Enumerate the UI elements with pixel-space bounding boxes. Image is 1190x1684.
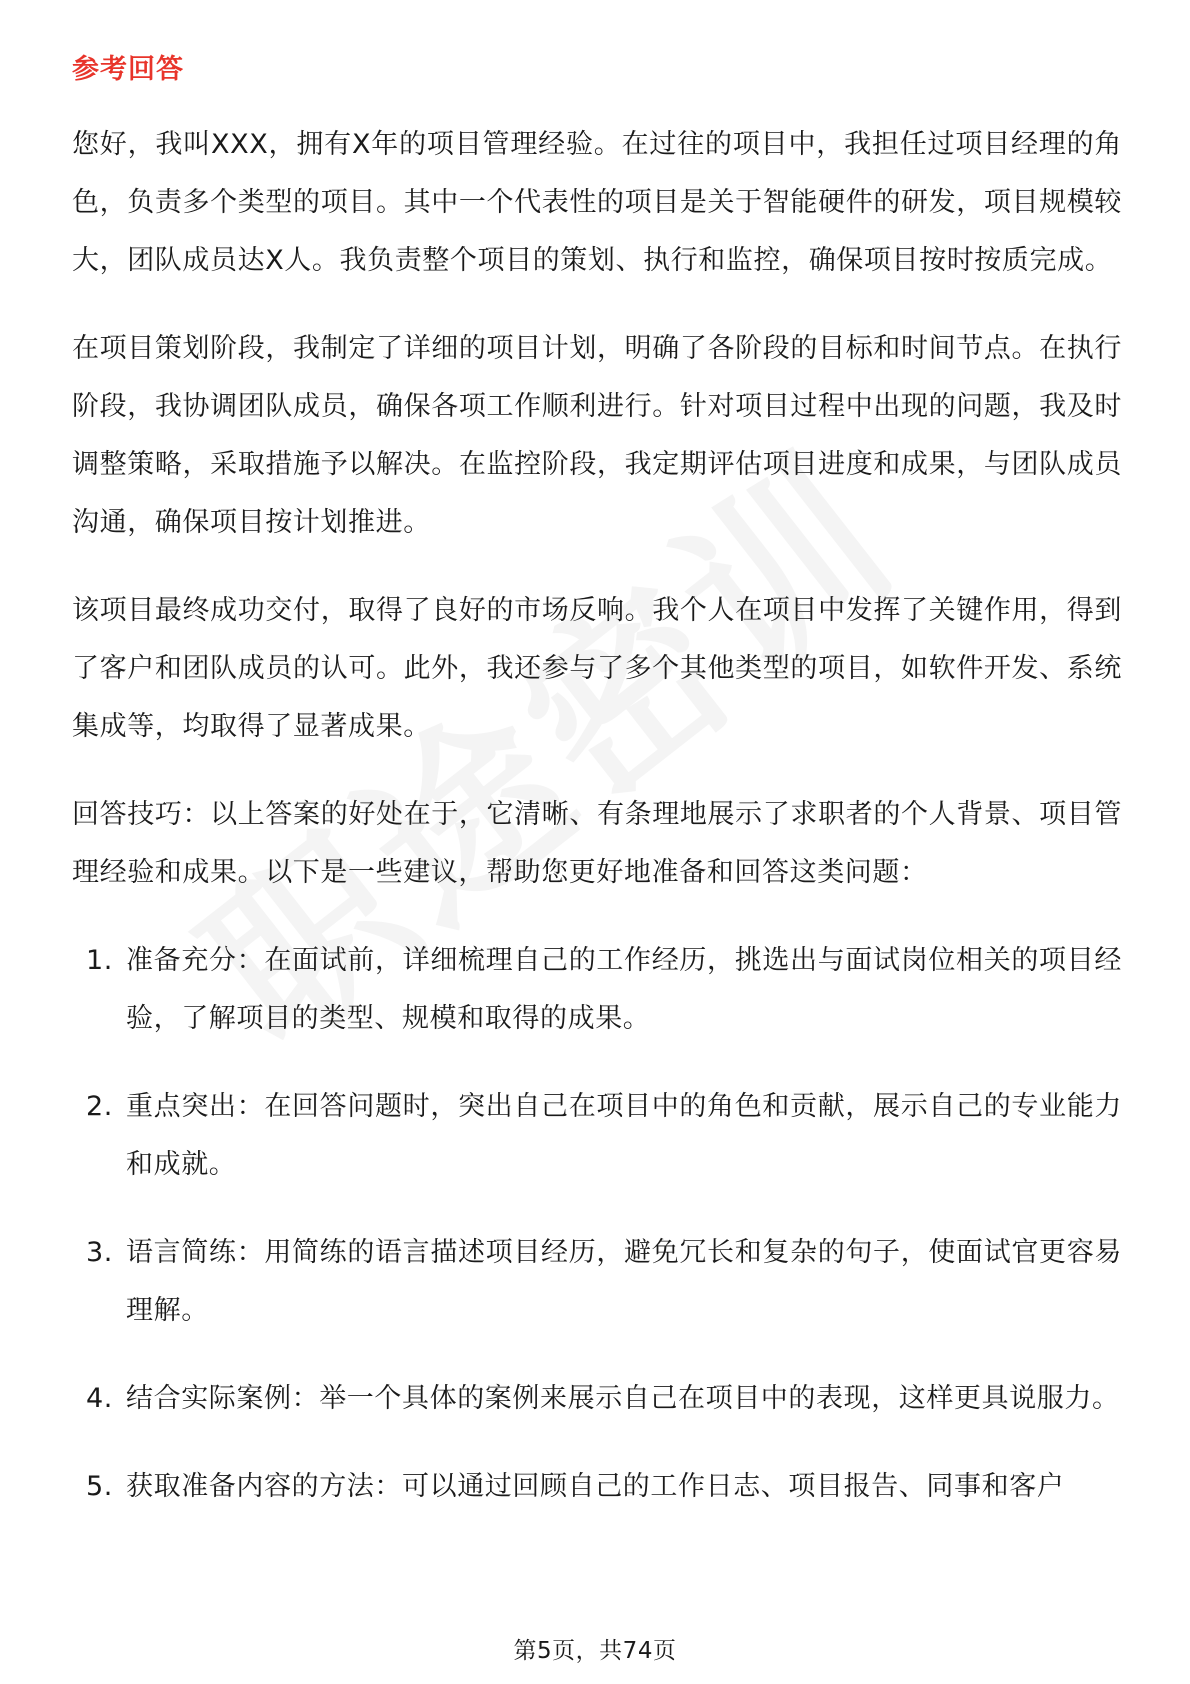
list-item xyxy=(72,1458,1122,1516)
list-item-number: 3. xyxy=(86,1237,113,1268)
list-item-number: 4. xyxy=(86,1383,113,1414)
list-item-number: 5. xyxy=(86,1471,113,1502)
list-item xyxy=(72,1370,1122,1428)
paragraph-intro: 您好，我叫XXX，拥有X年的项目管理经验。在过往的项目中，我担任过项目经理的角色，负责多个类型的项目。其中一个代表性的项目是关于智能硬件的研发，项目规模较大，团队成员达X人。我负责整个项目的策划、执行和监控，确保项目按时按质完成。 xyxy=(72,129,1122,276)
paragraph-planning: 在项目策划阶段，我制定了详细的项目计划，明确了各阶段的目标和时间节点。在执行阶段，我协调团队成员，确保各项工作顺利进行。针对项目过程中出现的问题，我及时调整策略，采取措施予以解决。在监控阶段，我定期评估项目进度和成果，与团队成员沟通，确保项目按计划推进。 xyxy=(72,333,1122,538)
list-item-text: 语言简练：用简练的语言描述项目经历，避免冗长和复杂的句子，使面试官更容易理解。 xyxy=(126,1237,1122,1326)
paragraph-outcome: 该项目最终成功交付，取得了良好的市场反响。我个人在项目中发挥了关键作用，得到了客户和团队成员的认可。此外，我还参与了多个其他类型的项目，如软件开发、系统集成等，均取得了显著成果。 xyxy=(72,595,1122,742)
list-item xyxy=(72,1224,1122,1340)
paragraph-tips-intro: 回答技巧：以上答案的好处在于，它清晰、有条理地展示了求职者的个人背景、项目管理经验和成果。以下是一些建议，帮助您更好地准备和回答这类问题： xyxy=(72,799,1122,888)
list-item-number: 1. xyxy=(86,945,113,976)
tips-list xyxy=(72,932,1122,1516)
list-item-number: 2. xyxy=(86,1091,113,1122)
page-content xyxy=(72,50,1122,1546)
list-item-text: 准备充分：在面试前，详细梳理自己的工作经历，挑选出与面试岗位相关的项目经验，了解项目的类型、规模和取得的成果。 xyxy=(126,945,1122,1034)
page-footer: 第5页，共74页 xyxy=(513,1638,677,1664)
list-item-text: 结合实际案例：举一个具体的案例来展示自己在项目中的表现，这样更具说服力。 xyxy=(126,1383,1120,1414)
list-item-text: 获取准备内容的方法：可以通过回顾自己的工作日志、项目报告、同事和客户 xyxy=(126,1471,1065,1502)
section-title: 参考回答 xyxy=(72,54,184,85)
list-item-text: 重点突出：在回答问题时，突出自己在项目中的角色和贡献，展示自己的专业能力和成就。 xyxy=(126,1091,1122,1180)
list-item xyxy=(72,932,1122,1048)
list-item xyxy=(72,1078,1122,1194)
